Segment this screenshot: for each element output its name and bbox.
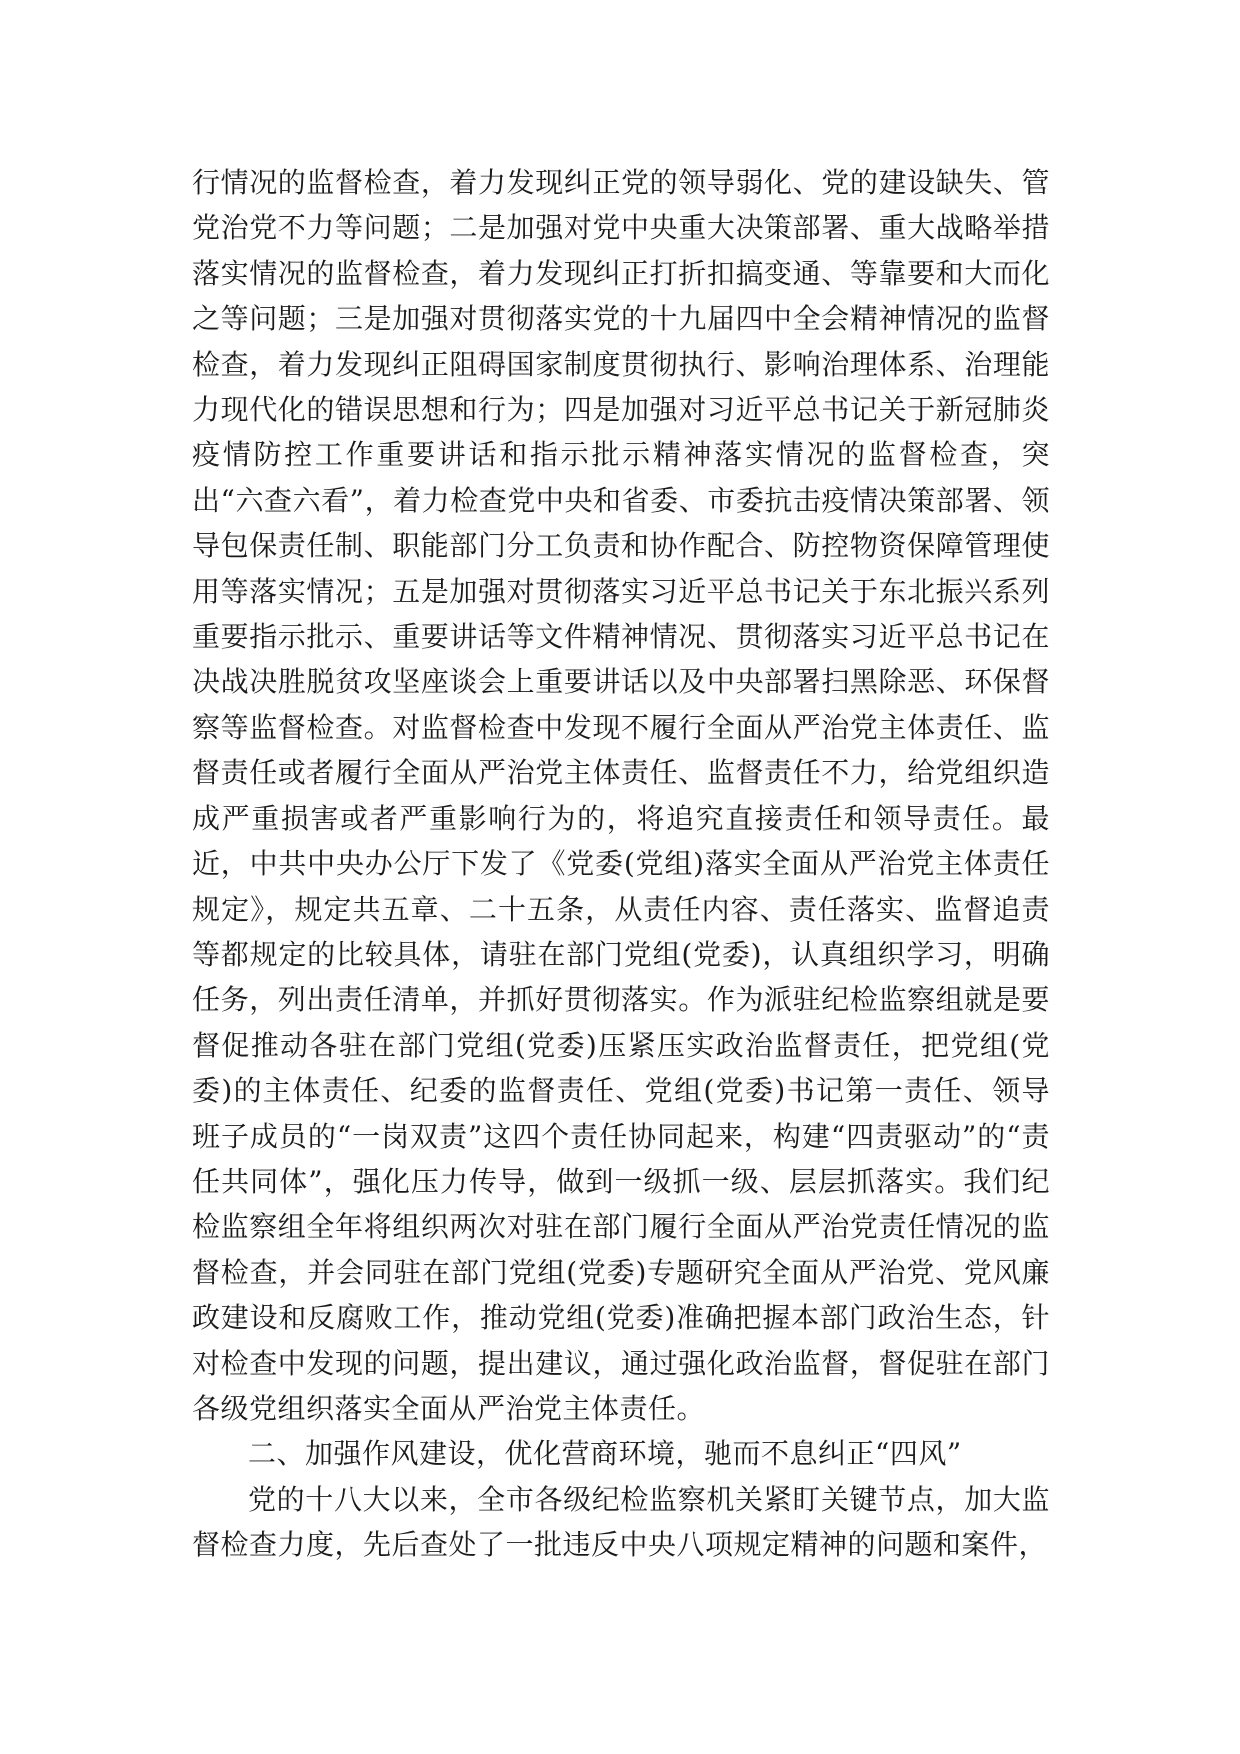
section-heading: 二、加强作风建设，优化营商环境，驰而不息纠正“四风” bbox=[248, 1437, 962, 1471]
document-body bbox=[192, 160, 1050, 1568]
paragraph-body: 党的十八大以来，全市各级纪检监察机关紧盯关键节点，加大监督检查力度，先后查处了一批违反中央八项规定精神的问题和案件， bbox=[192, 1482, 1050, 1562]
paragraph-continuation: 行情况的监督检查，着力发现纠正党的领导弱化、党的建设缺失、管党治党不力等问题；二是加强对党中央重大决策部署、重大战略举措落实情况的监督检查，着力发现纠正打折扣搞变通、等靠要和大而化之等问题；三是加强对贯彻落实党的十九届四中全会精神情况的监督检查，着力发现纠正阻碍国家制度贯彻执行、影响治理体系、治理能力现代化的错误思想和行为；四是加强对习近平总书记关于新冠肺炎疫情防控工作重要讲话和指示批示精神落实情况的监督检查，突出“六查六看”，着力检查党中央和省委、市委抗击疫情决策部署、领导包保责任制、职能部门分工负责和协作配合、防控物资保障管理使用等落实情况；五是加强对贯彻落实习近平总书记关于东北振兴系列重要指示批示、重要讲话等文件精神情况、贯彻落实习近平总书记在决战决胜脱贫攻坚座谈会上重要讲话以及中央部署扫黑除恶、环保督察等监督检查。对监督检查中发现不履行全面从严治党主体责任、监督责任或者履行全面从严治党主体责任、监督责任不力，给党组织造成严重损害或者严重影响行为的，将追究直接责任和领导责任。最近，中共中央办公厅下发了《党委(党组)落实全面从严治党主体责任规定》，规定共五章、二十五条，从责任内容、责任落实、监督追责等都规定的比较具体，请驻在部门党组(党委)，认真组织学习，明确任务，列出责任清单，并抓好贯彻落实。作为派驻纪检监察组就是要督促推动各驻在部门党组(党委)压紧压实政治监督责任，把党组(党委)的主体责任、纪委的监督责任、党组(党委)书记第一责任、领导班子成员的“一岗双责”这四个责任协同起来，构建“四责驱动”的“责任共同体”，强化压力传导，做到一级抓一级、层层抓落实。我们纪检监察组全年将组织两次对驻在部门履行全面从严治党责任情况的监督检查，并会同驻在部门党组(党委)专题研究全面从严治党、党风廉政建设和反腐败工作，推动党组(党委)准确把握本部门政治生态，针对检查中发现的问题，提出建议，通过强化政治监督，督促驻在部门各级党组织落实全面从严治党主体责任。 bbox=[192, 166, 1050, 1425]
